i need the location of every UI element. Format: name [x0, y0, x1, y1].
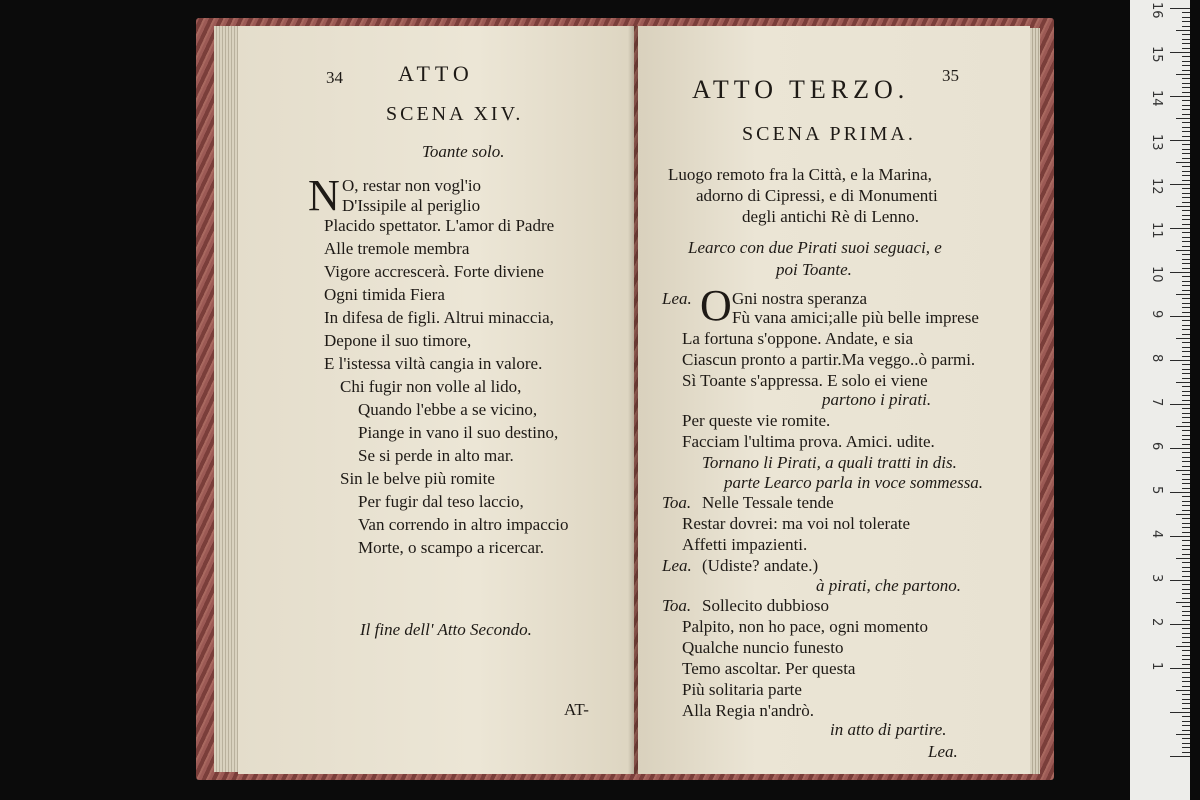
ruler-tick	[1182, 334, 1190, 335]
setting-line: degli antichi Rè di Lenno.	[742, 207, 920, 226]
ruler-tick	[1182, 232, 1190, 233]
ruler-tick	[1182, 127, 1190, 128]
ruler-tick	[1182, 593, 1190, 594]
ruler-tick	[1170, 184, 1190, 185]
ruler-tick	[1182, 105, 1190, 106]
ruler-number: 2	[1149, 618, 1164, 627]
ruler-tick	[1182, 505, 1190, 506]
ruler-tick	[1182, 417, 1190, 418]
ruler-tick	[1182, 677, 1190, 678]
ruler-tick	[1182, 527, 1190, 528]
ruler-tick	[1182, 699, 1190, 700]
ruler-tick	[1182, 686, 1190, 687]
ruler-tick	[1182, 584, 1190, 585]
ruler-tick	[1182, 215, 1190, 216]
ruler-tick	[1182, 562, 1190, 563]
verse-line: Palpito, non ho pace, ogni momento	[682, 617, 928, 636]
drop-cap-left: N	[308, 171, 340, 220]
ruler-tick	[1170, 580, 1190, 581]
ruler-tick	[1182, 153, 1190, 154]
verse-line: Nelle Tessale tende	[702, 493, 834, 512]
ruler-tick	[1182, 70, 1190, 71]
verse-line: E l'istessa viltà cangia in valore.	[324, 354, 543, 373]
ruler-tick	[1170, 272, 1190, 273]
drop-cap-right: O	[700, 281, 732, 330]
ruler-tick	[1182, 320, 1190, 321]
verse-line: Vigore accrescerà. Forte diviene	[324, 262, 544, 281]
ruler-tick	[1170, 8, 1190, 9]
ruler-tick	[1182, 61, 1190, 62]
ruler-tick	[1182, 488, 1190, 489]
verse-line: Sì Toante s'appressa. E solo ei viene	[682, 371, 928, 390]
ruler-number: 6	[1149, 442, 1164, 451]
ruler-tick	[1182, 606, 1190, 607]
verse-line: Fù vana amici;alle più belle imprese	[732, 308, 979, 327]
ruler-tick	[1182, 540, 1190, 541]
ruler-tick	[1182, 131, 1190, 132]
stage-direction: à pirati, che partono.	[816, 576, 961, 595]
ruler-tick	[1182, 378, 1190, 379]
ruler-tick	[1182, 17, 1190, 18]
cast-line: Learco con due Pirati suoi seguaci, e	[688, 238, 942, 257]
ruler-tick	[1182, 342, 1190, 343]
ruler-tick	[1182, 655, 1190, 656]
ruler-tick	[1182, 197, 1190, 198]
ruler-tick	[1182, 650, 1190, 651]
right-page	[638, 26, 1030, 774]
verse-line: Restar dovrei: ma voi nol tolerate	[682, 514, 911, 533]
ruler-number: 13	[1149, 134, 1164, 151]
ruler-tick	[1176, 206, 1190, 207]
stage-direction: Tornano li Pirati, a quali tratti in dis.	[702, 453, 957, 472]
ruler-tick	[1182, 628, 1190, 629]
verse-line: (Udiste? andate.)	[702, 556, 819, 575]
ruler-tick	[1182, 325, 1190, 326]
ruler-tick	[1176, 602, 1190, 603]
ruler-tick	[1182, 307, 1190, 308]
ruler-tick	[1182, 290, 1190, 291]
ruler-tick	[1182, 725, 1190, 726]
running-head: ATTO	[398, 61, 474, 86]
ruler-tick	[1170, 624, 1190, 625]
ruler-tick	[1182, 144, 1190, 145]
ruler-tick	[1182, 43, 1190, 44]
ruler-tick	[1176, 470, 1190, 471]
verse-line: Depone il suo timore,	[324, 331, 472, 350]
ruler-tick	[1182, 400, 1190, 401]
ruler-tick	[1182, 681, 1190, 682]
ruler-tick	[1182, 435, 1190, 436]
ruler-number: 12	[1149, 178, 1164, 195]
ruler-tick	[1182, 39, 1190, 40]
scene-title-right: SCENA PRIMA.	[742, 123, 916, 145]
ruler-tick	[1170, 448, 1190, 449]
verse-line: In difesa de figli. Altrui minaccia,	[324, 308, 554, 327]
ruler-tick	[1170, 228, 1190, 229]
ruler-tick	[1182, 329, 1190, 330]
ruler-tick	[1182, 518, 1190, 519]
ruler-tick	[1182, 474, 1190, 475]
ruler-tick	[1182, 12, 1190, 13]
ruler-number: 1	[1149, 662, 1164, 671]
ruler-tick	[1182, 369, 1190, 370]
ruler-tick	[1182, 386, 1190, 387]
ruler-tick	[1182, 747, 1190, 748]
ruler-tick	[1182, 408, 1190, 409]
ruler-tick	[1182, 496, 1190, 497]
ruler-tick	[1182, 703, 1190, 704]
ruler-tick	[1182, 356, 1190, 357]
verse-line: D'Issipile al periglio	[342, 196, 481, 215]
speaker-label: Lea.	[662, 289, 692, 308]
ruler-tick	[1176, 74, 1190, 75]
verse-line: Alla Regia n'andrò.	[682, 701, 814, 720]
ruler-tick	[1182, 202, 1190, 203]
verse-line: Sin le belve più romite	[340, 469, 495, 488]
ruler-tick	[1182, 479, 1190, 480]
ruler-tick	[1182, 87, 1190, 88]
ruler-tick	[1182, 373, 1190, 374]
left-page	[238, 26, 634, 774]
ruler-tick	[1176, 426, 1190, 427]
ruler-tick	[1176, 690, 1190, 691]
ruler-tick	[1170, 96, 1190, 97]
verse-line: Facciam l'ultima prova. Amici. udite.	[682, 432, 935, 451]
ruler-tick	[1182, 56, 1190, 57]
page-number-left: 34	[326, 68, 343, 87]
ruler-number: 5	[1149, 486, 1164, 495]
ruler-tick	[1182, 510, 1190, 511]
ruler-tick	[1182, 743, 1190, 744]
catchword-right: Lea.	[928, 742, 958, 761]
ruler-tick	[1182, 268, 1190, 269]
ruler-tick	[1182, 664, 1190, 665]
ruler-tick	[1182, 246, 1190, 247]
ruler-tick	[1182, 188, 1190, 189]
ruler-tick	[1182, 219, 1190, 220]
verse-line: Più solitaria parte	[682, 680, 802, 699]
ruler-tick	[1182, 452, 1190, 453]
ruler-tick	[1170, 668, 1190, 669]
ruler-tick	[1182, 34, 1190, 35]
ruler-tick	[1176, 30, 1190, 31]
ruler-tick	[1182, 430, 1190, 431]
ruler-tick	[1182, 413, 1190, 414]
ruler-number: 11	[1149, 222, 1164, 239]
verse-line: Per queste vie romite.	[682, 411, 831, 430]
measuring-ruler	[1130, 0, 1190, 800]
ruler-tick	[1182, 721, 1190, 722]
ruler-tick	[1182, 175, 1190, 176]
ruler-tick	[1170, 360, 1190, 361]
ruler-tick	[1182, 263, 1190, 264]
ruler-tick	[1182, 549, 1190, 550]
ruler-number: 3	[1149, 574, 1164, 583]
act-title: ATTO TERZO.	[692, 75, 910, 104]
ruler-tick	[1170, 492, 1190, 493]
verse-line: Qualche nuncio funesto	[682, 638, 844, 657]
speaker-label: Lea.	[662, 556, 692, 575]
ruler-tick	[1182, 439, 1190, 440]
scene-title-left: SCENA XIV.	[386, 103, 524, 125]
ruler-tick	[1182, 259, 1190, 260]
ruler-number: 9	[1149, 310, 1164, 319]
ruler-tick	[1182, 347, 1190, 348]
ruler-tick	[1176, 646, 1190, 647]
verse-line: Se si perde in alto mar.	[358, 446, 514, 465]
ruler-tick	[1182, 554, 1190, 555]
end-note: Il fine dell' Atto Secondo.	[360, 620, 532, 639]
verse-line: Ogni timida Fiera	[324, 285, 445, 304]
ruler-tick	[1182, 708, 1190, 709]
ruler-tick	[1182, 589, 1190, 590]
ruler-tick	[1170, 756, 1190, 757]
ruler-tick	[1182, 149, 1190, 150]
ruler-tick	[1170, 712, 1190, 713]
ruler-number: 4	[1149, 530, 1164, 539]
ruler-tick	[1176, 558, 1190, 559]
ruler-tick	[1182, 422, 1190, 423]
ruler-tick	[1182, 254, 1190, 255]
ruler-tick	[1182, 444, 1190, 445]
ruler-tick	[1182, 523, 1190, 524]
speaker-label: Toa.	[662, 493, 692, 512]
ruler-tick	[1182, 576, 1190, 577]
ruler-tick	[1182, 738, 1190, 739]
ruler-tick	[1182, 166, 1190, 167]
ruler-tick	[1182, 26, 1190, 27]
ruler-tick	[1182, 281, 1190, 282]
ruler-tick	[1170, 140, 1190, 141]
ruler-tick	[1182, 351, 1190, 352]
ruler-number: 15	[1149, 46, 1164, 63]
ruler-number: 10	[1149, 266, 1164, 283]
ruler-tick	[1182, 109, 1190, 110]
verse-line: Temo ascoltar. Per questa	[682, 659, 856, 678]
ruler-tick	[1182, 642, 1190, 643]
ruler-tick	[1182, 92, 1190, 93]
verse-line: Ciascun pronto a partir.Ma veggo..ò parmi.	[682, 350, 976, 369]
ruler-number: 8	[1149, 354, 1164, 363]
verse-line: Per fugir dal teso laccio,	[358, 492, 524, 511]
ruler-tick	[1170, 536, 1190, 537]
ruler-tick	[1176, 250, 1190, 251]
verse-line: Placido spettator. L'amor di Padre	[324, 216, 555, 235]
ruler-tick	[1182, 672, 1190, 673]
stage-direction: partono i pirati.	[822, 390, 932, 409]
ruler-tick	[1182, 65, 1190, 66]
ruler-tick	[1182, 114, 1190, 115]
ruler-number: 7	[1149, 398, 1164, 407]
verse-line: Alle tremole membra	[324, 239, 470, 258]
ruler-tick	[1182, 567, 1190, 568]
ruler-tick	[1182, 241, 1190, 242]
ruler-tick	[1176, 162, 1190, 163]
ruler-tick	[1182, 611, 1190, 612]
verse-line: La fortuna s'oppone. Andate, e sia	[682, 329, 914, 348]
ruler-tick	[1182, 633, 1190, 634]
ruler-tick	[1182, 694, 1190, 695]
ruler-tick	[1176, 382, 1190, 383]
cast-line: poi Toante.	[776, 260, 852, 279]
ruler-tick	[1182, 122, 1190, 123]
ruler-tick	[1182, 180, 1190, 181]
verse-line: O, restar non vogl'io	[342, 176, 482, 195]
ruler-tick	[1182, 171, 1190, 172]
ruler-tick	[1176, 514, 1190, 515]
speaker-note: Toante solo.	[422, 142, 505, 161]
verse-line: Chi fugir non volle al lido,	[340, 377, 522, 396]
ruler-tick	[1182, 193, 1190, 194]
ruler-tick	[1182, 620, 1190, 621]
ruler-tick	[1182, 571, 1190, 572]
ruler-tick	[1182, 276, 1190, 277]
ruler-tick	[1170, 404, 1190, 405]
ruler-tick	[1182, 716, 1190, 717]
ruler-tick	[1182, 78, 1190, 79]
ruler-tick	[1182, 395, 1190, 396]
ruler-tick	[1182, 457, 1190, 458]
ruler-tick	[1182, 461, 1190, 462]
ruler-tick	[1182, 637, 1190, 638]
ruler-tick	[1182, 224, 1190, 225]
ruler-tick	[1182, 298, 1190, 299]
ruler-tick	[1182, 285, 1190, 286]
verse-line: Morte, o scampo a ricercar.	[358, 538, 544, 557]
ruler-tick	[1182, 312, 1190, 313]
setting-line: Luogo remoto fra la Città, e la Marina,	[668, 165, 932, 184]
verse-line: Piange in vano il suo destino,	[358, 423, 559, 442]
ruler-tick	[1176, 338, 1190, 339]
ruler-tick	[1182, 615, 1190, 616]
ruler-tick	[1176, 294, 1190, 295]
ruler-tick	[1182, 545, 1190, 546]
setting-line: adorno di Cipressi, e di Monumenti	[696, 186, 938, 205]
ruler-tick	[1182, 364, 1190, 365]
stage-direction: in atto di partire.	[830, 720, 947, 739]
page-number-right: 35	[942, 66, 959, 85]
ruler-number: 16	[1149, 2, 1164, 19]
ruler-tick	[1176, 118, 1190, 119]
ruler-tick	[1182, 466, 1190, 467]
verse-line: Sollecito dubbioso	[702, 596, 830, 615]
ruler-number: 14	[1149, 90, 1164, 107]
verse-line: Gni nostra speranza	[732, 289, 868, 308]
ruler-tick	[1182, 21, 1190, 22]
ruler-tick	[1182, 391, 1190, 392]
ruler-tick	[1170, 52, 1190, 53]
catchword-left: AT-	[564, 700, 589, 719]
verse-line: Van correndo in altro impaccio	[358, 515, 569, 534]
ruler-tick	[1182, 48, 1190, 49]
stage-direction: parte Learco parla in voce sommessa.	[724, 473, 984, 492]
ruler-tick	[1182, 100, 1190, 101]
ruler-tick	[1182, 501, 1190, 502]
ruler-tick	[1182, 730, 1190, 731]
ruler-tick	[1182, 598, 1190, 599]
verse-line: Quando l'ebbe a se vicino,	[358, 400, 538, 419]
ruler-tick	[1182, 237, 1190, 238]
speaker-label: Toa.	[662, 596, 692, 615]
ruler-tick	[1182, 303, 1190, 304]
ruler-tick	[1182, 483, 1190, 484]
ruler-tick	[1182, 158, 1190, 159]
verse-line: Affetti impazienti.	[682, 535, 808, 554]
ruler-tick	[1170, 316, 1190, 317]
ruler-tick	[1182, 752, 1190, 753]
ruler-tick	[1182, 210, 1190, 211]
ruler-tick	[1182, 83, 1190, 84]
ruler-tick	[1182, 136, 1190, 137]
ruler-tick	[1182, 532, 1190, 533]
ruler-tick	[1176, 734, 1190, 735]
ruler-tick	[1182, 659, 1190, 660]
